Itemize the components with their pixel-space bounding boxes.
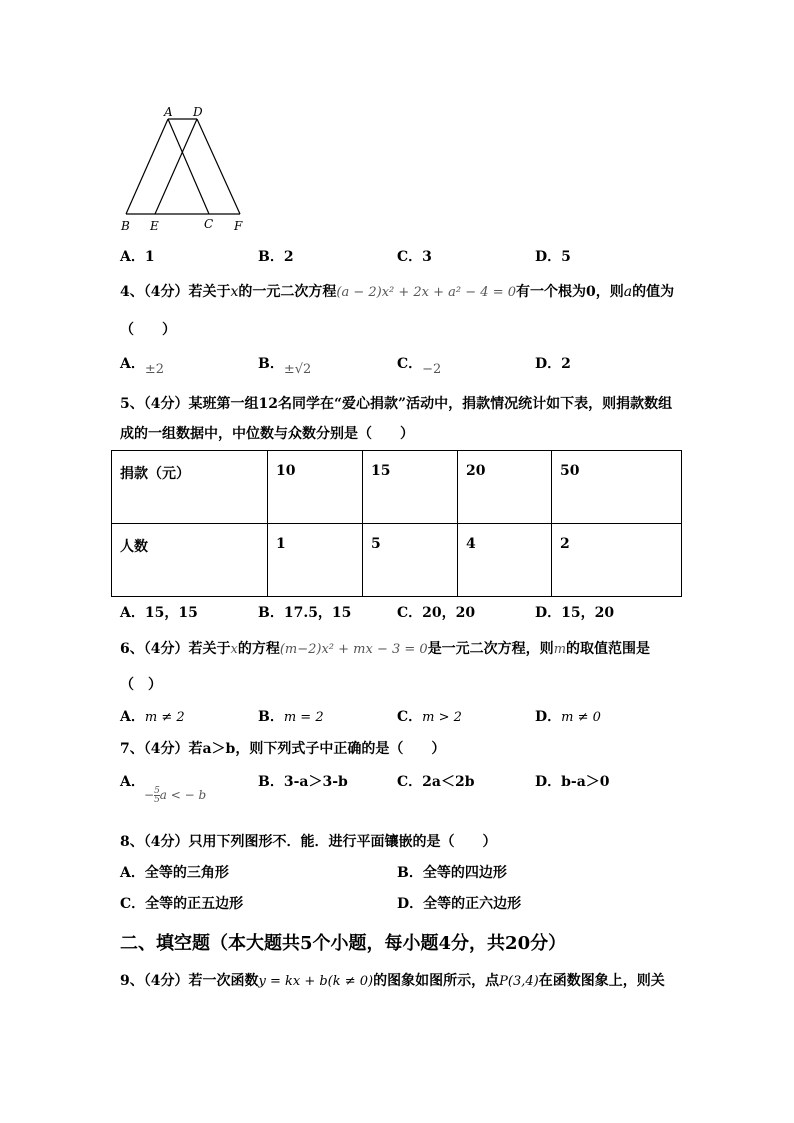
q6-var-m: m — [553, 642, 567, 657]
q9-point: P(3,4) — [499, 974, 539, 989]
q9-mid: 的图象如图所示，点 — [373, 973, 500, 989]
label-e: E — [150, 219, 159, 233]
q3-option-c[interactable]: C．3 — [397, 249, 432, 265]
label-f: F — [234, 219, 243, 233]
q6-mid2: 是一元二次方程，则 — [427, 641, 554, 657]
q7-frac-num: 5 — [154, 786, 160, 796]
q5-option-c[interactable]: C．20，20 — [397, 605, 476, 621]
donation-table — [111, 450, 682, 597]
q9-equation: y = kx + b(k ≠ 0) — [258, 974, 374, 989]
table-cell: 2 — [552, 524, 682, 597]
q4-equation: (a − 2)x² + 2x + a² − 4 = 0 — [336, 285, 516, 300]
q4-var-a: a — [623, 284, 633, 300]
q6-opt-b-value: m = 2 — [283, 710, 324, 725]
q7-frac-den: 5 — [154, 795, 160, 805]
q7-option-a[interactable] — [120, 773, 145, 791]
q4-var-x: x — [230, 284, 239, 300]
table-row — [112, 524, 682, 597]
table-row — [112, 451, 682, 524]
q7-option-b[interactable]: B．3-a＞3-b — [258, 774, 348, 790]
q3-option-d[interactable]: D．5 — [535, 249, 571, 265]
table-cell: 5 — [363, 524, 458, 597]
table-cell: 捐款（元） — [112, 451, 268, 524]
q6-suffix: 的取值范围是 — [566, 641, 651, 657]
q6-opt-c-label: C． — [397, 709, 423, 725]
q3-option-a[interactable]: A．1 — [120, 249, 155, 265]
q6-option-b[interactable] — [258, 708, 324, 727]
q8-option-b[interactable]: B．全等的四边形 — [397, 865, 507, 881]
q7-opt-a-expr: a < − b — [159, 788, 207, 802]
q4-stem — [120, 283, 674, 302]
q4-option-c[interactable] — [397, 355, 442, 377]
table-cell: 20 — [458, 451, 552, 524]
label-b: B — [121, 219, 130, 233]
q6-option-a[interactable] — [120, 708, 185, 727]
label-a: A — [164, 105, 173, 119]
table-cell: 10 — [268, 451, 363, 524]
q8-option-a[interactable]: A．全等的三角形 — [120, 865, 229, 881]
q7-option-c[interactable]: C．2a＜2b — [397, 774, 475, 790]
q6-opt-a-label: A． — [120, 709, 145, 725]
q7-option-a-expr — [144, 787, 206, 804]
q4-opt-a-value: ±2 — [144, 362, 165, 377]
triangle-figure — [110, 100, 260, 235]
q4-option-b[interactable] — [258, 355, 312, 377]
q9-suffix: 在函数图象上，则关 — [538, 973, 665, 989]
q5-stem-line2: 成的一组数据中，中位数与众数分别是（ ） — [120, 426, 414, 442]
q7-opt-a-minus: − — [144, 788, 155, 802]
q6-opt-d-value: m ≠ 0 — [561, 710, 601, 725]
q4-prefix: 4、（4分）若关于 — [120, 284, 231, 300]
q6-equation: (m−2)x² + mx − 3 = 0 — [279, 642, 428, 657]
label-d: D — [193, 105, 203, 119]
q6-opt-b-label: B． — [258, 709, 284, 725]
q4-opt-b-label: B． — [258, 356, 284, 372]
q6-option-d[interactable] — [535, 708, 601, 727]
q4-paren: （ ） — [120, 322, 176, 338]
section-title: 二、填空题（本大题共5个小题，每小题4分，共20分） — [120, 933, 567, 954]
table-cell: 4 — [458, 524, 552, 597]
q6-var-x: x — [230, 642, 238, 657]
q4-option-a[interactable] — [120, 355, 165, 377]
q8-stem: 8、（4分）只用下列图形不．能．进行平面镶嵌的是（ ） — [120, 834, 497, 850]
q8-option-d[interactable]: D．全等的正六边形 — [397, 896, 522, 912]
q4-suffix1: 有一个根为0，则 — [516, 284, 624, 300]
q4-opt-d-label: D． — [535, 356, 562, 372]
q5-option-d[interactable]: D．15，20 — [535, 605, 615, 621]
table-cell: 1 — [268, 524, 363, 597]
q8-option-c[interactable]: C．全等的正五边形 — [120, 896, 244, 912]
q9-prefix: 9、（4分）若一次函数 — [120, 973, 259, 989]
q6-option-c[interactable] — [397, 708, 462, 727]
q4-opt-d-value: 2 — [561, 356, 571, 372]
table-cell: 50 — [552, 451, 682, 524]
q6-opt-a-value: m ≠ 2 — [144, 710, 185, 725]
q4-opt-a-label: A． — [120, 356, 145, 372]
q4-opt-b-value: ±√2 — [283, 362, 312, 377]
q5-option-b[interactable]: B．17.5，15 — [258, 605, 352, 621]
q7-option-d[interactable]: D．b-a＞0 — [535, 774, 610, 790]
q6-prefix: 6、（4分）若关于 — [120, 641, 231, 657]
table-cell: 人数 — [112, 524, 268, 597]
table-cell: 15 — [363, 451, 458, 524]
q4-suffix2: 的值为 — [632, 284, 675, 300]
q7-opt-a-label: A． — [120, 774, 145, 790]
q7-stem: 7、（4分）若a＞b，则下列式子中正确的是（ ） — [120, 741, 446, 757]
q6-paren: （ ） — [120, 677, 162, 693]
label-c: C — [204, 217, 214, 231]
q4-mid: 的一元二次方程 — [238, 284, 337, 300]
q9-stem — [120, 972, 665, 991]
q3-option-b[interactable]: B．2 — [258, 249, 294, 265]
q6-opt-c-value: m > 2 — [422, 710, 462, 725]
q4-option-d[interactable] — [535, 355, 571, 373]
q6-stem — [120, 640, 650, 659]
q6-opt-d-label: D． — [535, 709, 562, 725]
q4-opt-c-value: −2 — [422, 362, 442, 377]
q4-opt-c-label: C． — [397, 356, 423, 372]
q5-option-a[interactable]: A．15，15 — [120, 605, 198, 621]
q5-stem-line1: 5、（4分）某班第一组12名同学在“爱心捐款”活动中，捐款情况统计如下表，则捐款数组 — [120, 396, 673, 412]
q6-mid: 的方程 — [237, 641, 280, 657]
